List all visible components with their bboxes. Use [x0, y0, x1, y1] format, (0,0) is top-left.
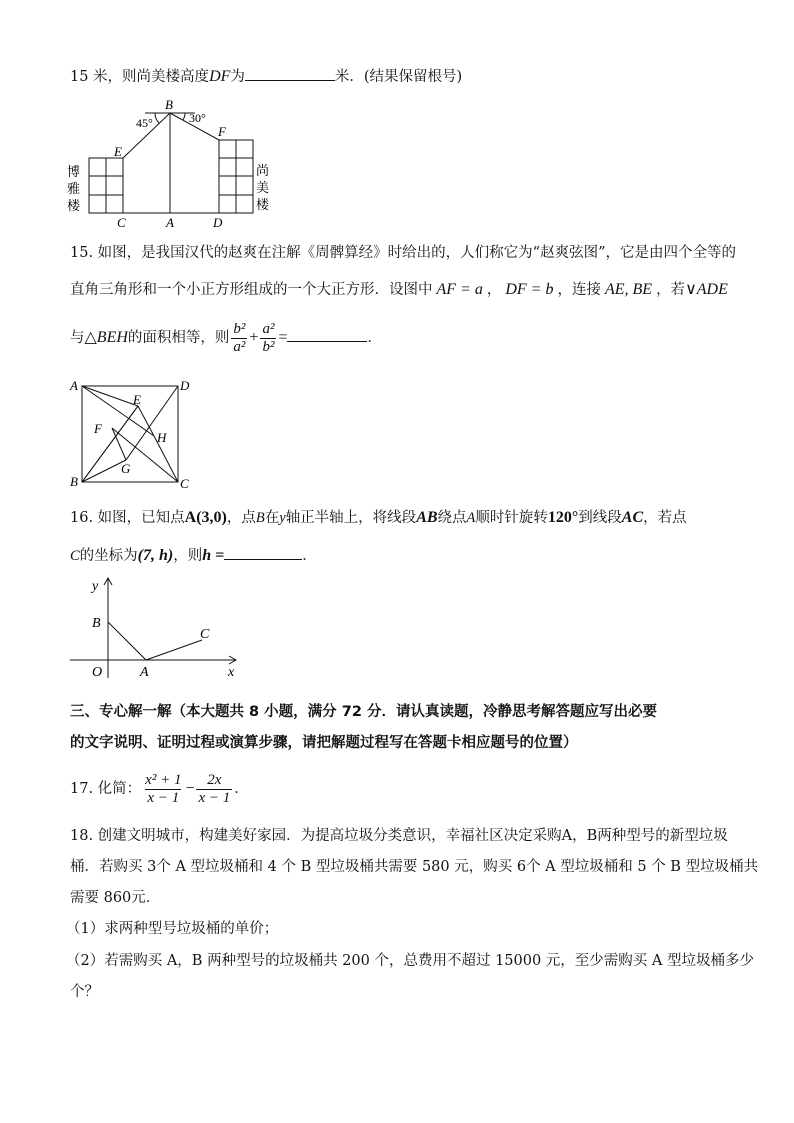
- fig15-A: A: [70, 378, 78, 393]
- q18-part-2-line-2: 个？: [70, 984, 99, 1000]
- q15-text-area-equal: 的面积相等，则: [127, 330, 230, 346]
- q16-text-to: 到线段: [578, 510, 622, 526]
- q14-suffix: 米．(结果保留根号): [334, 69, 463, 85]
- fig16-O: O: [92, 665, 103, 680]
- left-building-char-1: 博: [67, 164, 81, 179]
- label-B: B: [165, 97, 173, 112]
- q18-line-3: 需要 860元．: [70, 890, 161, 906]
- q16-h-eq: h =: [202, 547, 225, 564]
- fig15-E: E: [133, 392, 141, 407]
- q15-triangle-ADE: ∨ADE: [685, 281, 728, 298]
- fig16-x: x: [228, 665, 235, 680]
- q15-AF-eq: AF = a: [436, 281, 483, 298]
- angle-arc-left: [155, 113, 159, 123]
- q16-angle: 120°: [547, 509, 579, 526]
- left-building-grid: [89, 158, 123, 213]
- angle-arc-right: [183, 113, 185, 120]
- q16-AC: AC: [621, 509, 644, 526]
- q14-answer-blank: [245, 66, 335, 81]
- label-E: E: [114, 144, 122, 159]
- q15-text-if: ，若: [656, 282, 686, 298]
- q16-text-then: ，则: [173, 548, 203, 564]
- q16-line-1: [70, 508, 687, 528]
- q17-frac-1: $\frac{\text{x² + 1}}{x - 1}$: [145, 771, 182, 806]
- q16-AB: AB: [416, 509, 438, 526]
- fig16-y: y: [92, 579, 99, 594]
- line-BG: [82, 460, 126, 482]
- q16-end: ．: [302, 548, 317, 564]
- line-AH: [82, 386, 154, 436]
- fig15-B: B: [70, 474, 78, 489]
- q15-line-1: 15. 如图，是我国汉代的赵爽在注解《周髀算经》时给出的，人们称它为“赵爽弦图”，它是由四个全等的: [70, 245, 736, 261]
- left-building-char-2: 雅: [67, 181, 81, 196]
- q16-line-2: [70, 545, 317, 566]
- q14-answer-line: [70, 66, 462, 87]
- q15-text-connect: ，连接: [557, 282, 601, 298]
- q15-text-with: 与: [70, 330, 85, 346]
- fig16-B: B: [92, 616, 101, 631]
- fig14-buildings: [55, 96, 285, 231]
- q16-text-a: 16. 如图，已知点: [70, 510, 185, 526]
- q16-text-axis: 轴正半轴上，将线段: [285, 510, 417, 526]
- q16-B: B: [255, 510, 265, 526]
- line-AE: [82, 386, 138, 406]
- q15-line-2: [70, 280, 728, 300]
- q17-end: ．: [234, 781, 249, 797]
- q16-A: A: [466, 510, 476, 526]
- q14-mid: 为: [230, 69, 245, 85]
- fig16-C: C: [200, 627, 210, 642]
- q18-part-1: （1）求两种型号垃圾桶的单价；: [66, 921, 279, 937]
- q15-end: ．: [367, 330, 382, 346]
- right-building-char-1: 尚: [256, 163, 270, 178]
- fig15-zhao-shuang: [66, 376, 196, 491]
- q17-frac-2: $\frac{2x}{x - 1}$: [198, 771, 231, 806]
- q16-text-if: ，若点: [643, 510, 687, 526]
- q15-eq: =: [278, 329, 288, 346]
- fig16-coordinate: [66, 574, 256, 684]
- q15-text-a: 直角三角形和一个小正方形组成的一个大正方形．设图中: [70, 282, 433, 298]
- q16-text-point: ，点: [226, 510, 256, 526]
- q17-label: 17. 化简：: [70, 781, 142, 797]
- q16-text-coord: 的坐标为: [79, 548, 138, 564]
- section3-line-1: 三、专心解一解（本大题共 8 小题，满分 72 分．请认真读题，冷静思考解答题应写出必要: [70, 704, 657, 720]
- q18-part-2-line-1: （2）若需购买 A，B 两种型号的垃圾桶共 200 个，总费用不超过 15000 元，至少需购买 A 型垃圾桶多少: [66, 953, 754, 969]
- q17-minus: −: [185, 780, 195, 797]
- q16-point-A: A(3,0): [184, 509, 227, 526]
- fig15-C: C: [180, 476, 189, 491]
- label-A: A: [166, 215, 174, 230]
- q15-plus: +: [249, 329, 259, 346]
- q16-text-rotate: 顺时针旋转: [475, 510, 548, 526]
- label-D: D: [213, 215, 223, 230]
- fig15-D: D: [180, 378, 190, 393]
- q18-line-2: 桶．若购买 3个 A 型垃圾桶和 4 个 B 型垃圾桶共需要 580 元，购买 6个 A 型垃圾桶和 5 个 B 型垃圾桶共: [70, 859, 759, 875]
- fig16-A: A: [140, 665, 149, 680]
- fig15-G: G: [121, 461, 131, 476]
- q18-line-1: 18. 创建文明城市，构建美好家园．为提高垃圾分类意识，幸福社区决定采购A，B两种型号的新型垃圾: [70, 828, 728, 844]
- q14-prefix: 15 米，则尚美楼高度: [70, 69, 210, 85]
- fig15-H: H: [157, 430, 167, 445]
- fig15-F: F: [94, 421, 102, 436]
- label-C: C: [117, 215, 126, 230]
- q16-C: C: [70, 548, 80, 564]
- q15-frac-2: $\frac{\text{a²}}{\text{b²}}$: [262, 320, 275, 355]
- q17-line: [70, 766, 249, 812]
- q14-var: DF: [209, 68, 231, 85]
- segment-AC: [146, 640, 202, 660]
- line-FG: [112, 428, 126, 460]
- q15-triangle-BEH: △BEH: [84, 329, 128, 346]
- right-building-char-3: 楼: [256, 197, 270, 212]
- q16-text-on: 在: [264, 510, 280, 526]
- segment-AB: [108, 622, 146, 660]
- q16-C-coord: (7, h): [137, 547, 174, 564]
- angle-30-label: 30°: [189, 111, 206, 125]
- angle-45-label: 45°: [136, 116, 153, 130]
- right-building-char-2: 美: [256, 180, 270, 195]
- q15-answer-blank: [287, 327, 367, 342]
- q16-y: y: [279, 510, 286, 526]
- q15-AE-BE: AE, BE: [604, 281, 653, 298]
- q15-line-3: [70, 318, 382, 362]
- q16-answer-blank: [224, 545, 302, 560]
- section3-line-2: 的文字说明、证明过程或演算步骤，请把解题过程写在答题卡相应题号的位置）: [70, 735, 578, 751]
- q15-DF-eq: DF = b: [505, 281, 554, 298]
- left-building-char-3: 楼: [67, 198, 81, 213]
- label-F: F: [218, 124, 226, 139]
- q15-comma: ，: [486, 282, 502, 298]
- right-building-grid: [219, 140, 253, 213]
- q16-text-around: 绕点: [437, 510, 467, 526]
- q15-frac-1: $\frac{\text{b²}}{\text{a²}}$: [233, 320, 246, 355]
